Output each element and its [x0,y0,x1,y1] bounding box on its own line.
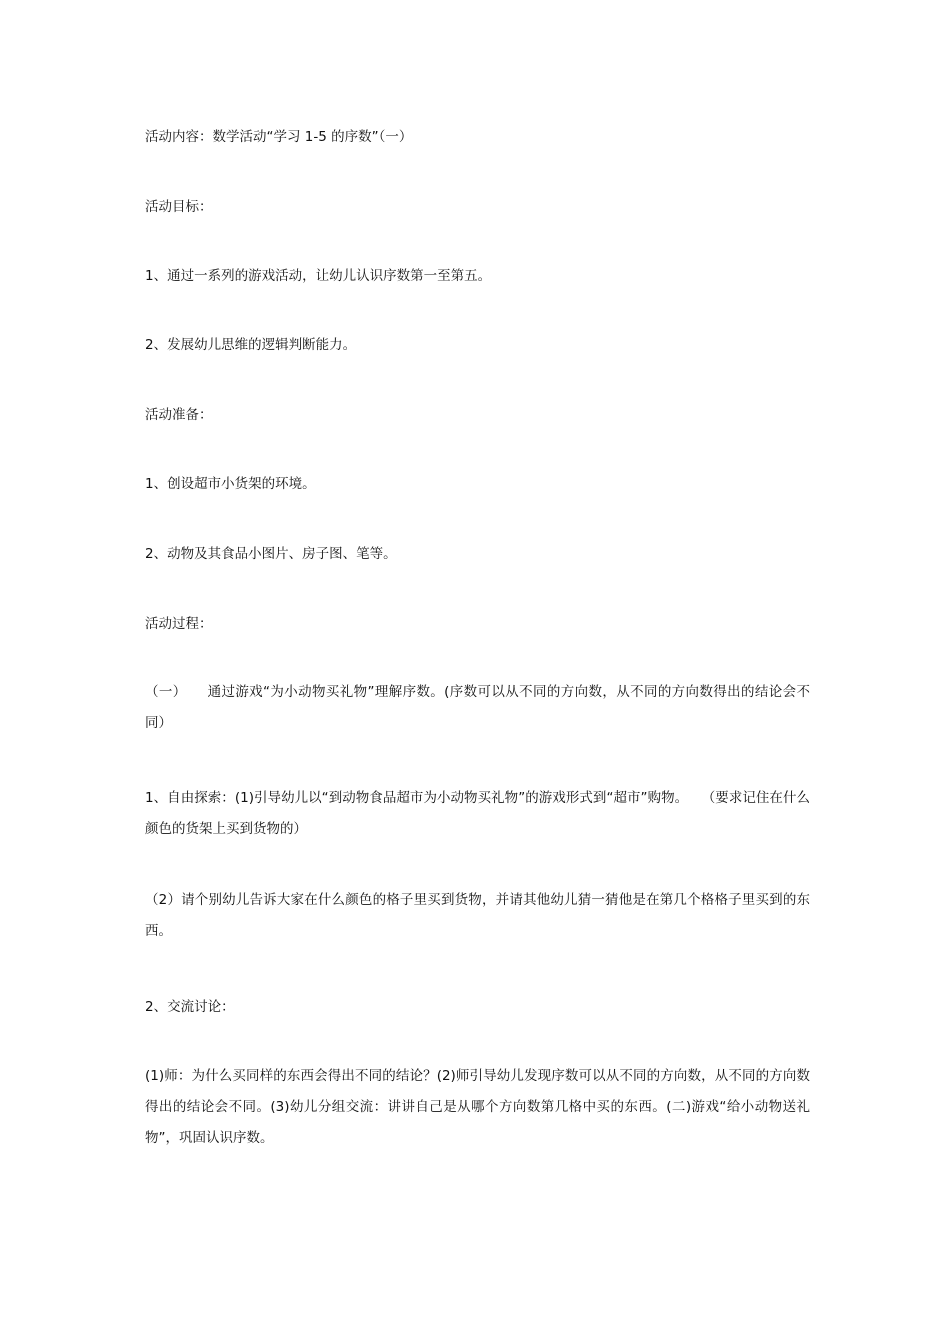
activity-content-line: 活动内容：数学活动“学习 1-5 的序数”（一） [145,129,413,145]
preparation-heading: 活动准备： [145,407,213,423]
step-1-2-paragraph: （2）请个别幼儿告诉大家在什么颜色的格子里买到货物，并请其他幼儿猜一猜他是在第几个格格子里买到的东西。 [145,892,810,939]
preparation-item-1: 1、创设超市小货架的环境。 [145,476,316,492]
goals-heading: 活动目标： [145,199,213,215]
goal-item-1: 1、通过一系列的游戏活动，让幼儿认识序数第一至第五。 [145,268,492,284]
step-2-paragraph: (1)师：为什么买同样的东西会得出不同的结论？(2)师引导幼儿发现序数可以从不同的方向数，从不同的方向数得出的结论会不同。(3)幼儿分组交流：讲讲自己是从哪个方向数第几格中买的东西。(二)游戏“给小动物送礼物”，巩固认识序数。 [145,1068,810,1146]
process-heading: 活动过程： [145,616,213,632]
process-intro-paragraph: （一） 通过游戏“为小动物买礼物”理解序数。(序数可以从不同的方向数，从不同的方向数得出的结论会不同） [145,684,810,731]
step-1-paragraph: 1、自由探索：(1)引导幼儿以“到动物食品超市为小动物买礼物”的游戏形式到“超市”购物。 （要求记住在什么颜色的货架上买到货物的） [145,790,810,837]
preparation-item-2: 2、动物及其食品小图片、房子图、笔等。 [145,546,397,562]
goal-item-2: 2、发展幼儿思维的逻辑判断能力。 [145,337,357,353]
step-2-heading: 2、交流讨论： [145,999,235,1015]
